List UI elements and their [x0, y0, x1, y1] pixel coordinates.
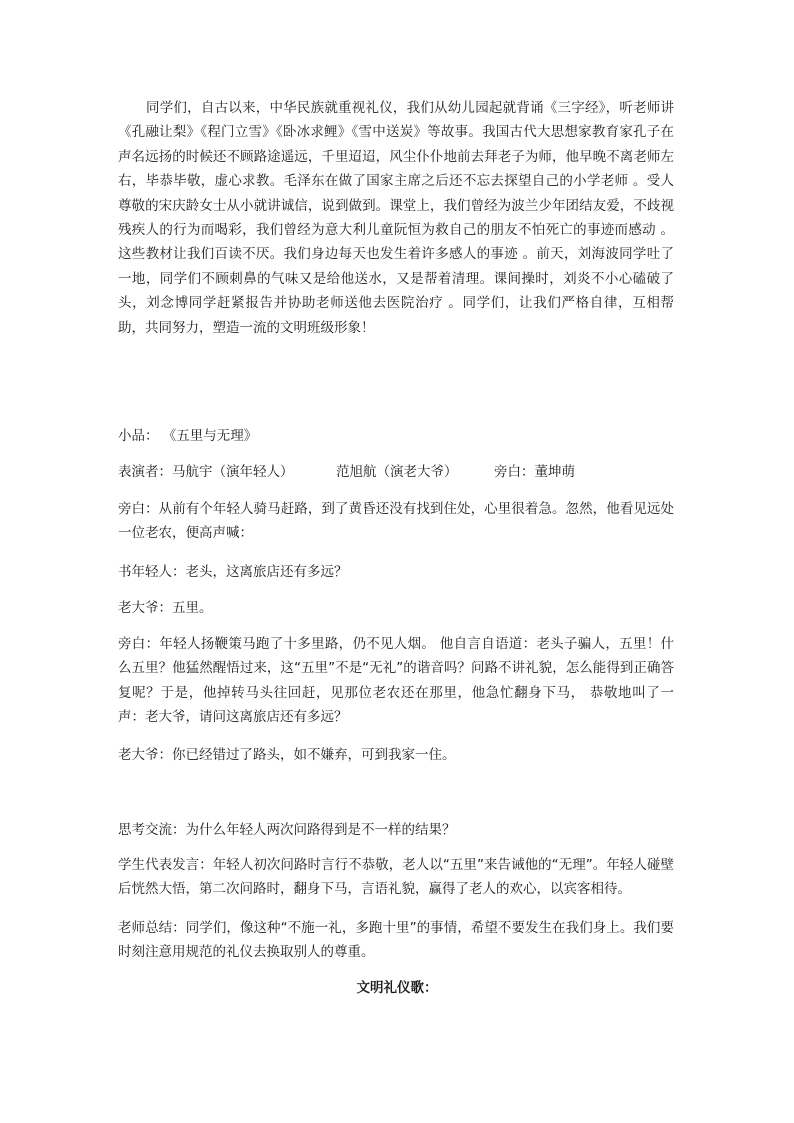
- intro-paragraph: 同学们，自古以来，中华民族就重视礼仪，我们从幼儿园起就背诵《三字经》，听老师讲《孔融让梨》《程门立雪》《卧冰求鲤》《雪中送炭》等故事。我国古代大思想家教育家孔子在声名远扬的时候还不顾路途遥远，千里迢迢，风尘仆仆地前去拜老子为师，他早晚不离老师左右，毕恭毕敬，虚心求教。毛泽东在做了国家主席之后还不忘去探望自己的小学老师 。受人尊敬的宋庆龄女士从小就讲诚信，说到做到。课堂上，我们曾经为波兰少年团结友爱，不歧视残疾人的行为而喝彩，我们曾经为意大利儿童阮恒为救自己的朋友不怕死亡的事迹而感动 。这些教材让我们百读不厌。我们身边每天也发生着许多感人的事迹 。前天，刘海波同学吐了一地，同学们不顾刺鼻的气味又是给他送水，又是帮着清理。课间操时，刘炎不小心磕破了头，刘念博同学赶紧报告并协助老师送他去医院治疗 。同学们，让我们严格自律，互相帮助，共同努力，塑造一流的文明班级形象！: [118, 100, 674, 336]
- narration-1: 旁白：从前有个年轻人骑马赶路，到了黄昏还没有找到住处，心里很着急。忽然，他看见远处一位老农，便高声喊：: [118, 501, 674, 542]
- old-man-line-2: 老大爷：你已经错过了路头，如不嫌弃，可到我家一住。: [118, 747, 456, 763]
- cast-performer-2: 范旭航（演老大爷）: [336, 464, 458, 480]
- student-response: 学生代表发言：年轻人初次问路时言行不恭敬，老人以“五里”来告诫他的“无理”。年轻人碰壁后恍然大悟，第二次问路时，翻身下马，言语礼貌，赢得了老人的欢心，以宾客相待。: [118, 857, 674, 898]
- teacher-summary: 老师总结：同学们，像这种“不施一礼，多跑十里”的事情，希望不要发生在我们身上。我们要时刻注意用规范的礼仪去换取别人的尊重。: [118, 920, 674, 961]
- discussion-question: 思考交流：为什么年轻人两次问路得到是不一样的结果？: [118, 822, 456, 838]
- cast-line: [118, 462, 678, 482]
- young-man-line: 书年轻人：老头，这离旅店还有多远？: [118, 564, 348, 580]
- cast-performer-1: 表演者：马航宇（演年轻人）: [118, 464, 294, 480]
- song-title: 文明礼仪歌：: [356, 980, 438, 996]
- old-man-line-1: 老大爷：五里。: [118, 600, 213, 616]
- skit-title: 小品： 《五里与无理》: [118, 428, 258, 444]
- narration-2: 旁白：年轻人扬鞭策马跑了十多里路，仍不见人烟。 他自言自语道：老头子骗人，五里！什么五里？他猛然醒悟过来，这“五里”不是“无礼”的谐音吗？问路不讲礼貌，怎么能得到正确答复呢？于是，他掉转马头往回赶，见那位老农还在那里，他急忙翻身下马， 恭敬地叫了一声：老大爷，请问这离旅店还有多远？: [118, 636, 674, 725]
- cast-narrator: 旁白：董坤萌: [494, 464, 575, 480]
